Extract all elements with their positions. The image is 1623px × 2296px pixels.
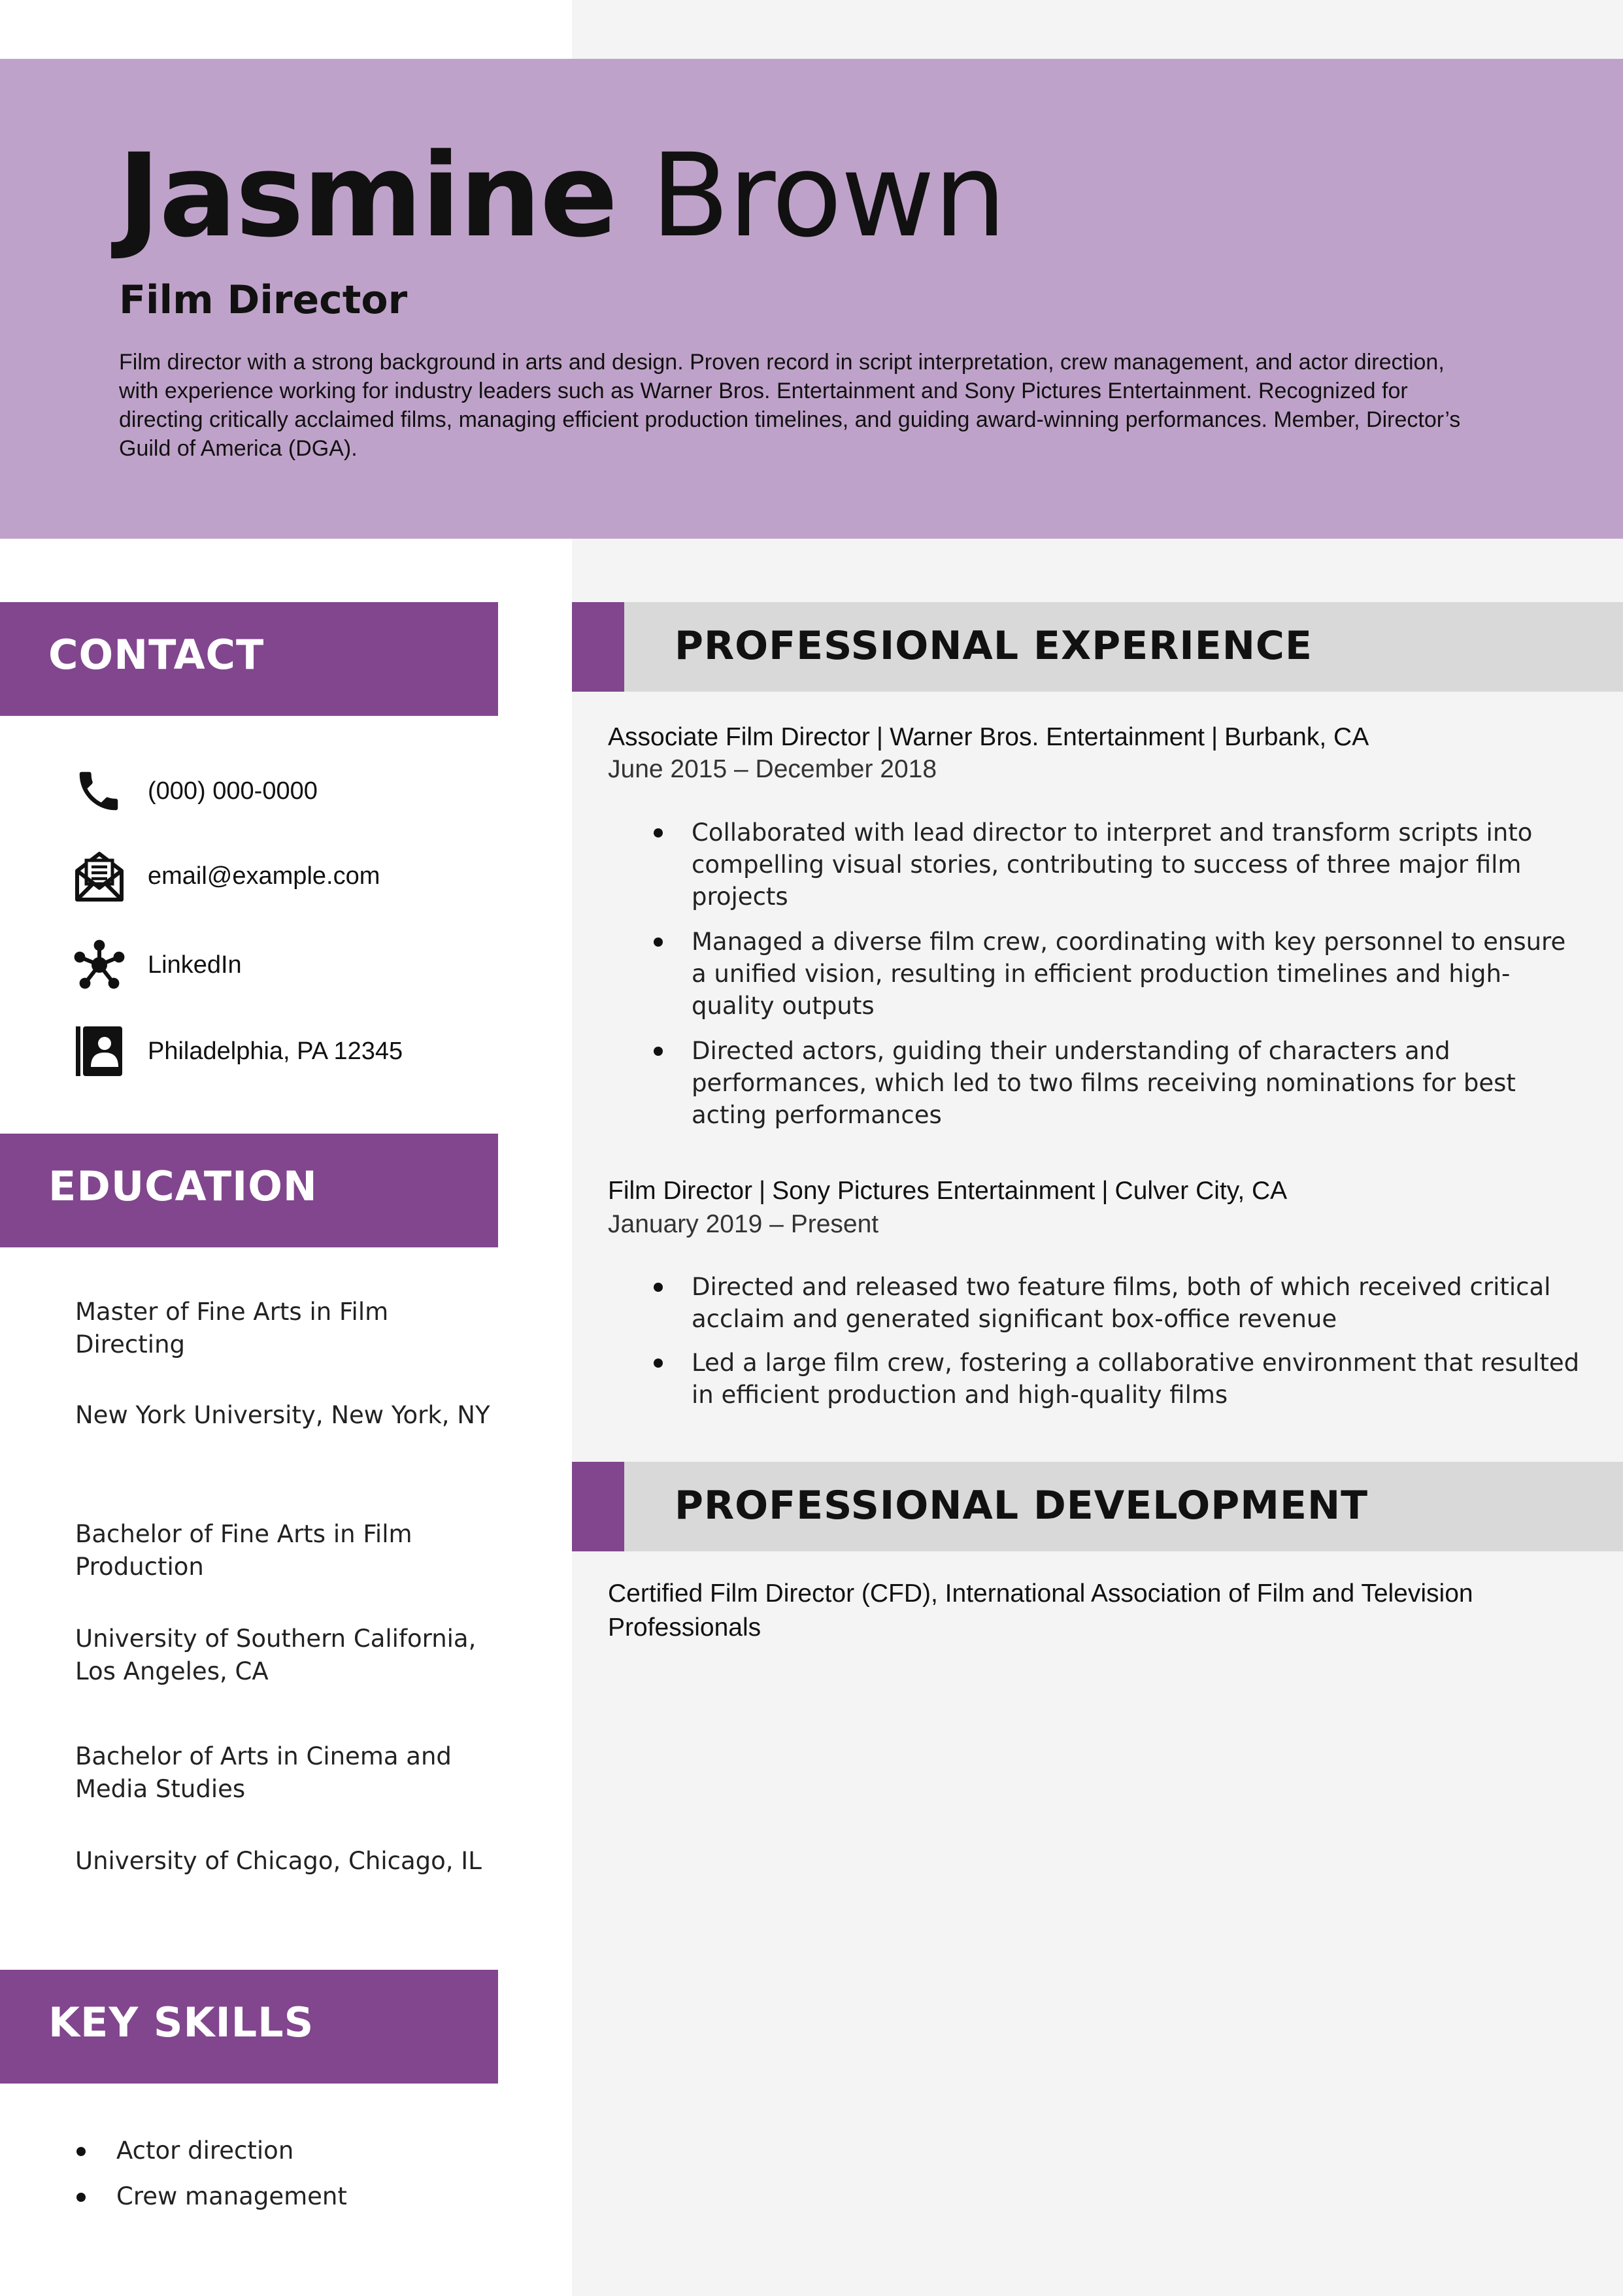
job-header (608, 721, 1369, 754)
job-dates: January 2019 – Present (608, 1210, 879, 1238)
address-book-icon (73, 1024, 125, 1079)
job-location: Culver City, CA (1114, 1177, 1288, 1205)
contact-linkedin (73, 937, 492, 992)
job-dates: June 2015 – December 2018 (608, 755, 937, 783)
job-bullet: Led a large film crew, fostering a collaborative environment that resulted in efficient production and high-quality films (647, 1347, 1582, 1411)
professional-summary: Film director with a strong background in arts and design. Proven record in script interpretation, crew management, and actor direction, with experience working for industry leaders such as Warner Bros. Entertainment and Sony Pictures Entertainment. Recognized for directing critically acclaimed films, managing efficient production timelines, and guiding award-winning performances. Member, Director’s Guild of America (DGA). (119, 350, 1461, 461)
education-degree: Master of Fine Arts in Film Directing (75, 1298, 389, 1359)
section-accent (572, 1462, 624, 1551)
email-address: email@example.com (148, 862, 380, 890)
contact-email (73, 849, 492, 903)
development-heading-bar (572, 1462, 1623, 1551)
first-name: Jasmine (118, 129, 617, 263)
contact-heading-bar (0, 602, 498, 716)
skills-heading-bar (0, 1970, 498, 2084)
job-title: Associate Film Director (608, 723, 870, 751)
skill-item: Crew management (75, 2174, 347, 2220)
job-bullet: Managed a diverse film crew, coordinating with key personnel to ensure a unified vision, resulting in efficient production timelines and high-quality outputs (647, 926, 1582, 1022)
education-school: New York University, New York, NY (75, 1401, 490, 1429)
mailing-address: Philadelphia, PA 12345 (148, 1037, 403, 1065)
separator: | (759, 1177, 766, 1205)
experience-heading: PROFESSIONAL EXPERIENCE (675, 623, 1313, 669)
education-school: University of Southern California, Los Angeles, CA (75, 1625, 477, 1685)
development-heading: PROFESSIONAL DEVELOPMENT (675, 1483, 1369, 1528)
candidate-name (118, 124, 1005, 268)
contact-address (73, 1024, 492, 1079)
education-school: University of Chicago, Chicago, IL (75, 1847, 482, 1875)
job-header (608, 1175, 1287, 1207)
education-degree: Bachelor of Arts in Cinema and Media Studies (75, 1742, 452, 1803)
job-company: Sony Pictures Entertainment (772, 1177, 1096, 1205)
envelope-icon (73, 849, 125, 903)
contact-heading: CONTACT (48, 631, 265, 679)
skills-list (75, 2128, 347, 2220)
skills-heading: KEY SKILLS (48, 1999, 314, 2046)
job-bullet: Collaborated with lead director to interpret and transform scripts into compelling visual stories, contributing to success of three major film projects (647, 817, 1582, 913)
job-title: Film Director (608, 1177, 752, 1205)
experience-heading-bar (572, 602, 1623, 692)
section-accent (572, 602, 624, 692)
separator: | (1101, 1177, 1109, 1205)
job-bullets (647, 1271, 1582, 1411)
job-location: Burbank, CA (1224, 723, 1369, 751)
skill-item: Actor direction (75, 2128, 347, 2174)
linkedin-link[interactable]: LinkedIn (148, 951, 242, 979)
last-name: Brown (650, 129, 1005, 263)
contact-phone (73, 764, 492, 819)
job-bullets (647, 817, 1582, 1131)
education-heading-bar (0, 1134, 498, 1247)
separator: | (1211, 723, 1218, 751)
network-icon (73, 937, 125, 992)
education-degree: Bachelor of Fine Arts in Film Production (75, 1520, 412, 1581)
education-heading: EDUCATION (48, 1162, 318, 1210)
job-bullet: Directed actors, guiding their understanding of characters and performances, which led to two films receiving nominations for best acting performances (647, 1035, 1582, 1131)
certification: Certified Film Director (CFD), International Association of Film and Television Professionals (608, 1579, 1473, 1642)
job-company: Warner Bros. Entertainment (890, 723, 1205, 751)
job-title: Film Director (119, 277, 408, 323)
job-bullet: Directed and released two feature films, both of which received critical acclaim and generated significant box-office revenue (647, 1271, 1582, 1335)
phone-number: (000) 000-0000 (148, 777, 318, 805)
separator: | (876, 723, 884, 751)
phone-icon (73, 764, 125, 819)
